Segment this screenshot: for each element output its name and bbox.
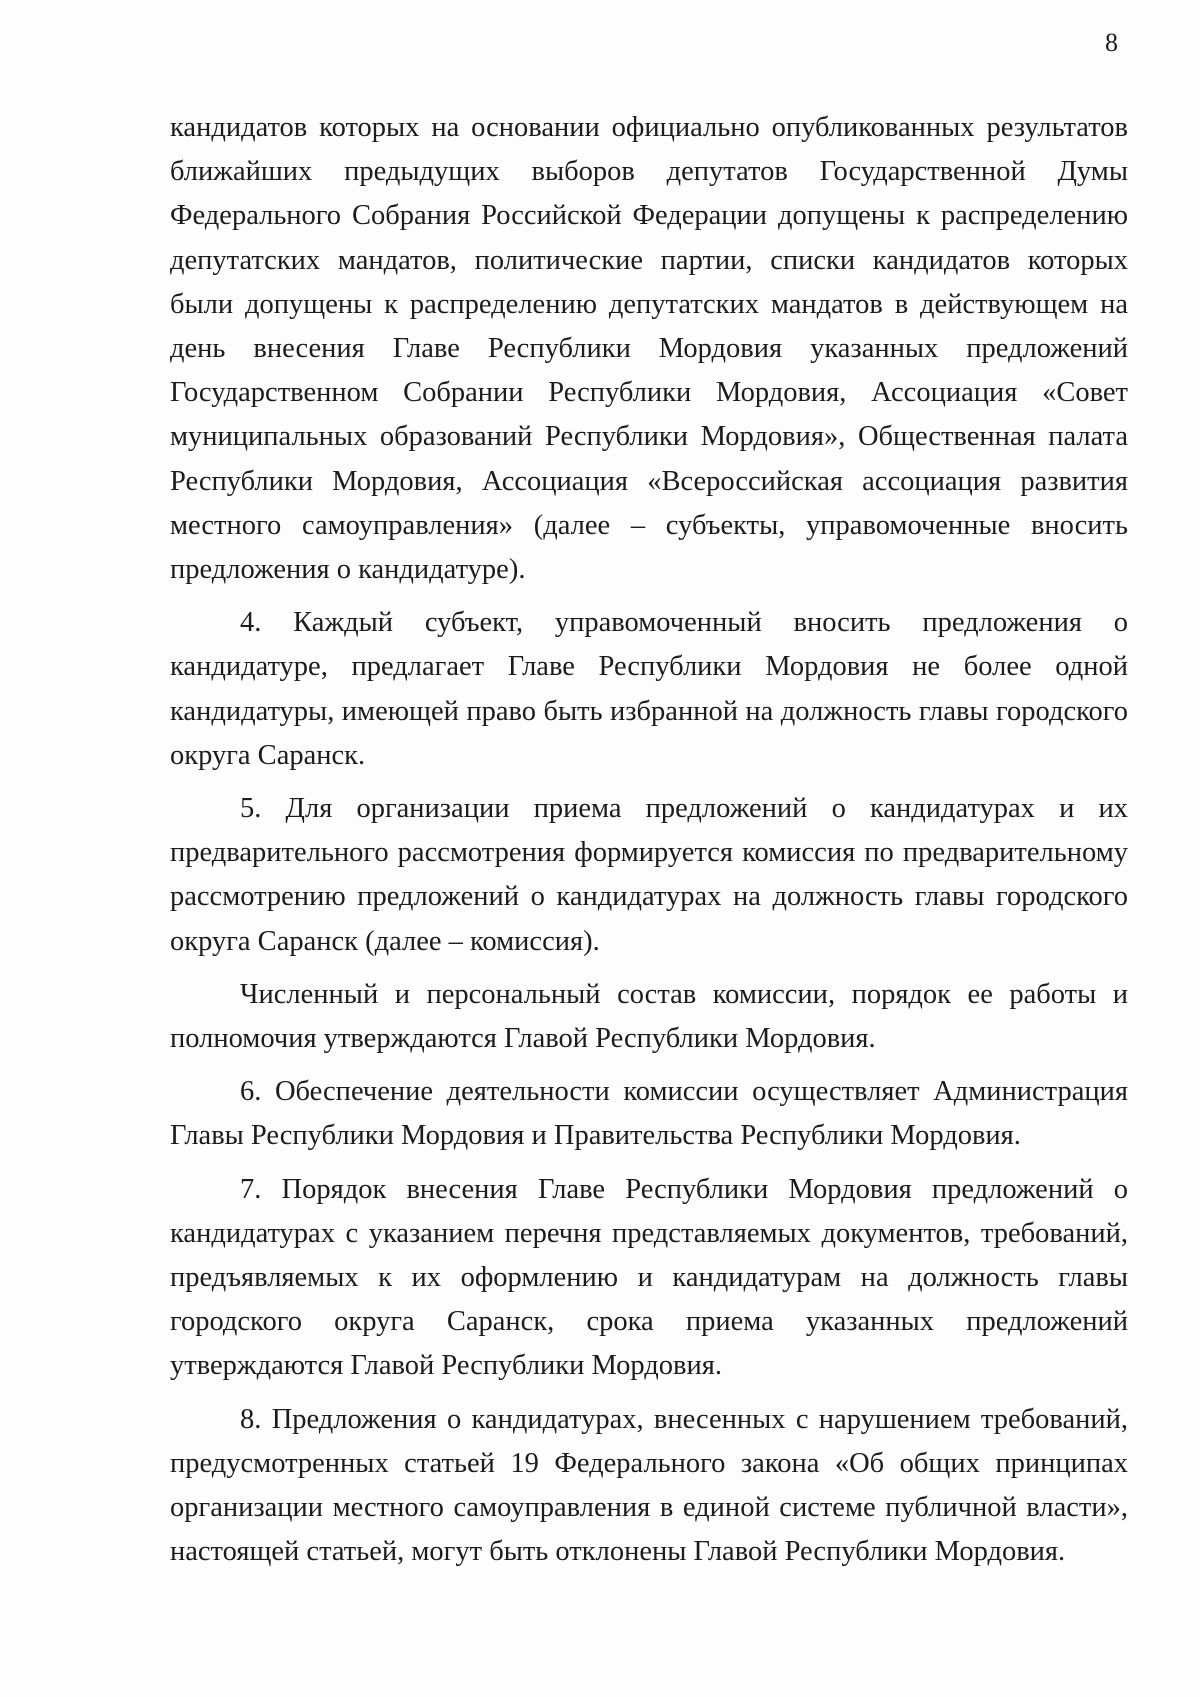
paragraph-item-6: 6. Обеспечение деятельности комиссии осуществляет Администрация Главы Республики Мордовия и Правительства Республики Мордовия. [170, 1076, 1128, 1152]
paragraph-item-8: 8. Предложения о кандидатурах, внесенных с нарушением требований, предусмотренных статьей 19 Федерального закона «Об общих принципах организации местного самоуправления в единой системе публичной власти», настоящей статьей, могут быть отклонены Главой Республики Мордовия. [170, 1403, 1128, 1568]
page-number: 8 [1105, 28, 1118, 57]
paragraph-item-5: 5. Для организации приема предложений о кандидатурах и их предварительного рассмотрения формируется комиссия по предварительному рассмотрению предложений о кандидатурах на должность главы городского округа Саранск (далее – комиссия). [170, 793, 1128, 957]
paragraph-item-7: 7. Порядок внесения Главе Республики Мордовия предложений о кандидатурах с указанием перечня представляемых документов, требований, предъявляемых к их оформлению и кандидатурам на должность главы городского округа Саранск, срока приема указанных предложений утверждаются Главой Республики Мордовия. [170, 1173, 1128, 1382]
document-body [170, 106, 1128, 1575]
paragraph-continuation: кандидатов которых на основании официально опубликованных результатов ближайших предыдущих выборов депутатов Государственной Думы Федерального Собрания Российской Федерации допущены к распределению депутатских мандатов, политические партии, списки кандидатов которых были допущены к распределению депутатских мандатов в действующем на день внесения Главе Республики Мордовия указанных предложений Государственном Собрании Республики Мордовия, Ассоциация «Совет муниципальных образований Республики Мордовия», Общественная палата Республики Мордовия, Ассоциация «Всероссийская ассоциация развития местного самоуправления» (далее – субъекты, управомоченные вносить предложения о кандидатуре). [170, 112, 1128, 586]
paragraph-item-4: 4. Каждый субъект, управомоченный вносить предложения о кандидатуре, предлагает Главе Республики Мордовия не более одной кандидатуры, имеющей право быть избранной на должность главы городского округа Саранск. [170, 607, 1128, 771]
paragraph-commission-composition: Численный и персональный состав комиссии, порядок ее работы и полномочия утверждаются Главой Республики Мордовия. [170, 978, 1128, 1055]
